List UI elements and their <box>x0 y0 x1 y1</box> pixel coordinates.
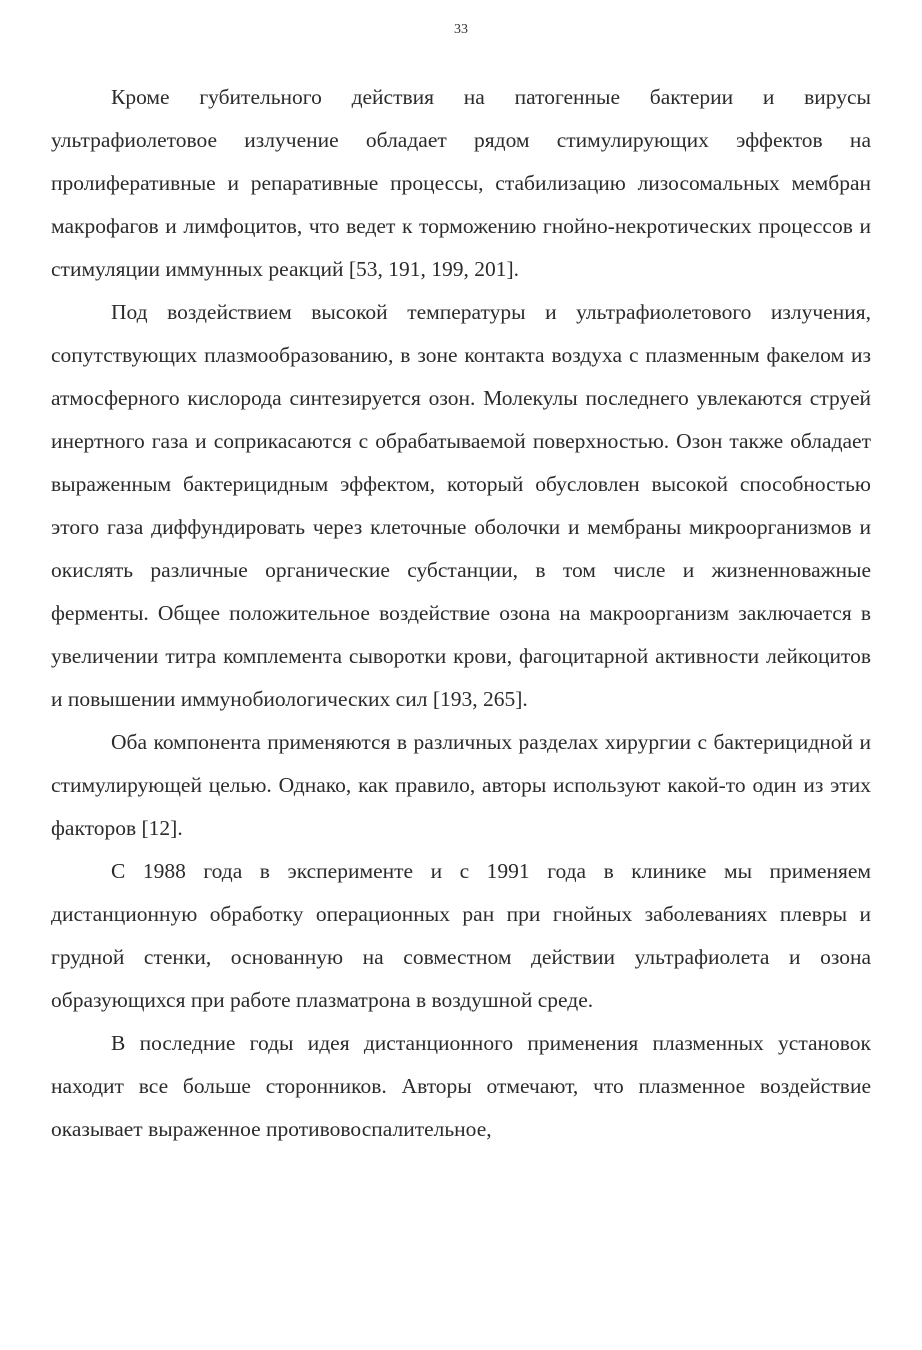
paragraph-ozone: Под воздействием высокой температуры и ультрафиолетового излучения, сопутствующих плазмообразованию, в зоне контакта воздуха с плазменным факелом из атмосферного кислорода синтезируется озон. Молекулы последнего увлекаются струей инертного газа и соприкасаются с обрабатываемой поверхностью. Озон также обладает выраженным бактерицидным эффектом, который обусловлен высокой способностью этого газа диффундировать через клеточные оболочки и мембраны микроорганизмов и окислять различные органические субстанции, в том числе и жизненноважные ферменты. Общее положительное воздействие озона на макроорганизм заключается в увеличении титра комплемента сыворотки крови, фагоцитарной активности лейкоцитов и повышении иммунобиологических сил [193, 265]. <box>51 300 871 711</box>
body-text <box>51 76 871 1151</box>
paragraph-components: Оба компонента применяются в различных разделах хирургии с бактерицидной и стимулирующей целью. Однако, как правило, авторы используют какой-то один из этих факторов [12]. <box>51 730 871 840</box>
paragraph-uv-effects: Кроме губительного действия на патогенные бактерии и вирусы ультрафиолетовое излучение обладает рядом стимулирующих эффектов на пролиферативные и репаративные процессы, стабилизацию лизосомальных мембран макрофагов и лимфоцитов, что ведет к торможению гнойно-некротических процессов и стимуляции иммунных реакций [53, 191, 199, 201]. <box>51 85 871 281</box>
paragraph-since-1988: С 1988 года в эксперименте и с 1991 года в клинике мы применяем дистанционную обработку операционных ран при гнойных заболеваниях плевры и грудной стенки, основанную на совместном действии ультрафиолета и озона образующихся при работе плазматрона в воздушной среде. <box>51 859 871 1012</box>
page-number: 33 <box>454 22 468 37</box>
paragraph-recent-years: В последние годы идея дистанционного применения плазменных установок находит все больше сторонников. Авторы отмечают, что плазменное воздействие оказывает выраженное противовоспалительное, <box>51 1031 871 1141</box>
